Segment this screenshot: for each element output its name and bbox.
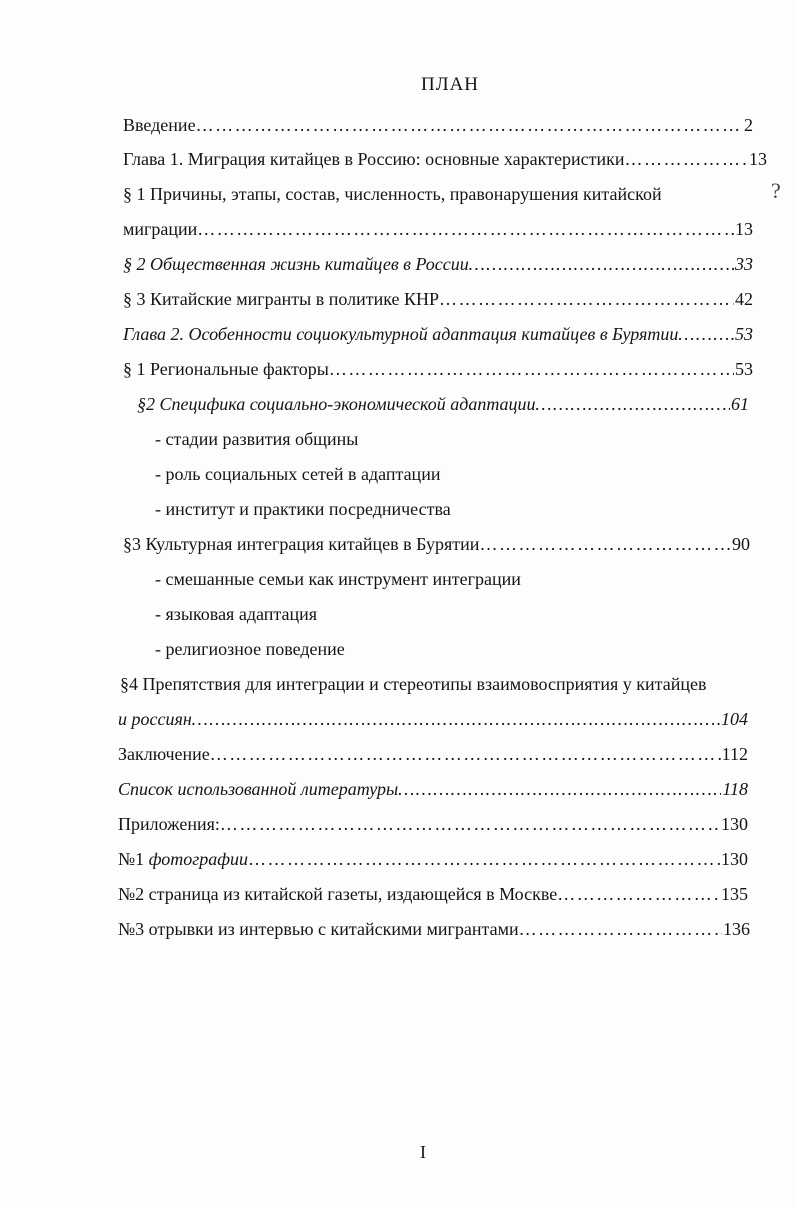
toc-entry-text: § 3 Китайские мигранты в политике КНР: [123, 289, 440, 309]
toc-page-number: 53: [735, 324, 753, 344]
toc-entry-text: №2 страница из китайской газеты, издающейся в Москве: [118, 884, 558, 904]
toc-entry-appendix-2[interactable]: [118, 882, 748, 906]
toc-entry-text: - смешанные семьи как инструмент интеграции: [155, 569, 521, 589]
dot-leader: [210, 742, 721, 766]
toc-entry-section-2-3[interactable]: [123, 532, 750, 556]
toc-entry-text: №3 отрывки из интервью с китайскими мигрантами: [118, 919, 519, 939]
toc-page-number: 112: [721, 744, 748, 764]
toc-entry-appendix-3[interactable]: [118, 917, 750, 941]
toc-entry-bibliography[interactable]: [118, 777, 748, 801]
toc-page-number: 136: [723, 919, 750, 939]
dot-leader: [248, 847, 720, 871]
dot-leader: [192, 707, 720, 731]
toc-entry-text: § 2 Общественная жизнь китайцев в России: [123, 254, 469, 274]
toc-entry-text: - языковая адаптация: [155, 604, 317, 624]
toc-page-number: 42: [735, 289, 753, 309]
dot-leader: [678, 322, 734, 346]
dot-leader: [557, 882, 720, 906]
dot-leader: [196, 113, 743, 137]
dot-leader: [519, 917, 722, 941]
toc-entry-section-2-2[interactable]: [137, 392, 749, 416]
toc-entry-text: § 1 Причины, этапы, состав, численность, правонарушения китайской: [123, 184, 662, 204]
toc-entry-text: Глава 2. Особенности социокультурной адаптация китайцев в Бурятии: [123, 324, 679, 344]
toc-entry-section-1-1-cont[interactable]: [123, 217, 753, 241]
toc-entry-text: Приложения:: [118, 814, 220, 834]
toc-subentry[interactable]: [155, 637, 715, 661]
toc-entry-text: Заключение: [118, 744, 210, 764]
toc-entry-text: - стадии развития общины: [155, 429, 359, 449]
dot-leader: [220, 812, 720, 836]
toc-page-number: 104: [721, 709, 748, 729]
toc-entry-text: §3 Культурная интеграция китайцев в Бурятии: [123, 534, 480, 554]
toc-entry-chapter-1[interactable]: [123, 147, 767, 171]
toc-subentry[interactable]: [155, 602, 715, 626]
toc-page-number: 130: [721, 814, 748, 834]
toc-entry-section-2-4-cont[interactable]: [118, 707, 748, 731]
toc-entry-text: § 1 Региональные факторы: [123, 359, 329, 379]
dot-leader: [329, 357, 734, 381]
margin-question-mark: ?: [771, 178, 781, 203]
toc-entry-italic-part: фотографии: [148, 849, 249, 869]
toc-entry-section-1-3[interactable]: [123, 287, 753, 311]
toc-entry-text: Введение: [123, 115, 196, 135]
toc-entry-chapter-2[interactable]: [123, 322, 753, 346]
page-title: ПЛАН: [420, 74, 480, 95]
toc-entry-text: Список использованной литературы: [118, 779, 399, 799]
toc-page-number: 130: [721, 849, 748, 869]
toc-entry-text: миграции: [123, 219, 198, 239]
toc-entry-section-2-4[interactable]: [120, 672, 760, 696]
toc-entry-text: и россиян: [118, 709, 192, 729]
toc-page-number: 53: [735, 359, 753, 379]
toc-entry-text: §2 Специфика социально-экономической адаптации: [137, 394, 536, 414]
toc-page-number: 135: [721, 884, 748, 904]
page-number: I: [420, 1142, 426, 1162]
toc-entry-section-1-1[interactable]: [123, 182, 723, 206]
toc-page-number: 118: [722, 779, 748, 799]
toc-entry-text: №1 фотографии: [118, 849, 249, 869]
toc-page-number: 33: [735, 254, 753, 274]
toc-entry-appendix-1[interactable]: [118, 847, 748, 871]
toc-entry-text: §4 Препятствия для интеграции и стереотипы взаимовосприятия у китайцев: [120, 674, 707, 694]
toc-subentry[interactable]: [155, 567, 715, 591]
toc-entry-section-2-1[interactable]: [123, 357, 753, 381]
toc-subentry[interactable]: [155, 462, 715, 486]
toc-entry-appendices[interactable]: [118, 812, 748, 836]
toc-page-number: 2: [744, 115, 753, 135]
dot-leader: [479, 532, 731, 556]
toc-entry-text: - роль социальных сетей в адаптации: [155, 464, 441, 484]
dot-leader: [625, 147, 749, 171]
dot-leader: [536, 392, 730, 416]
toc-page-number: 90: [732, 534, 750, 554]
toc-page-number: 13: [735, 219, 753, 239]
toc-page-number: 61: [731, 394, 749, 414]
toc-entry-conclusion[interactable]: [118, 742, 748, 766]
toc-entry-text: - институт и практики посредничества: [155, 499, 451, 519]
toc-entry-introduction[interactable]: [123, 113, 753, 137]
toc-subentry[interactable]: [155, 497, 715, 521]
toc-subentry[interactable]: [155, 427, 715, 451]
toc-entry-section-1-2[interactable]: [123, 252, 753, 276]
toc-entry-text: - религиозное поведение: [155, 639, 345, 659]
dot-leader: [469, 252, 734, 276]
dot-leader: [197, 217, 734, 241]
toc-page-number: 13: [749, 149, 767, 169]
toc-entry-text: Глава 1. Миграция китайцев в Россию: основные характеристики: [123, 149, 625, 169]
dot-leader: [439, 287, 734, 311]
dot-leader: [398, 777, 721, 801]
